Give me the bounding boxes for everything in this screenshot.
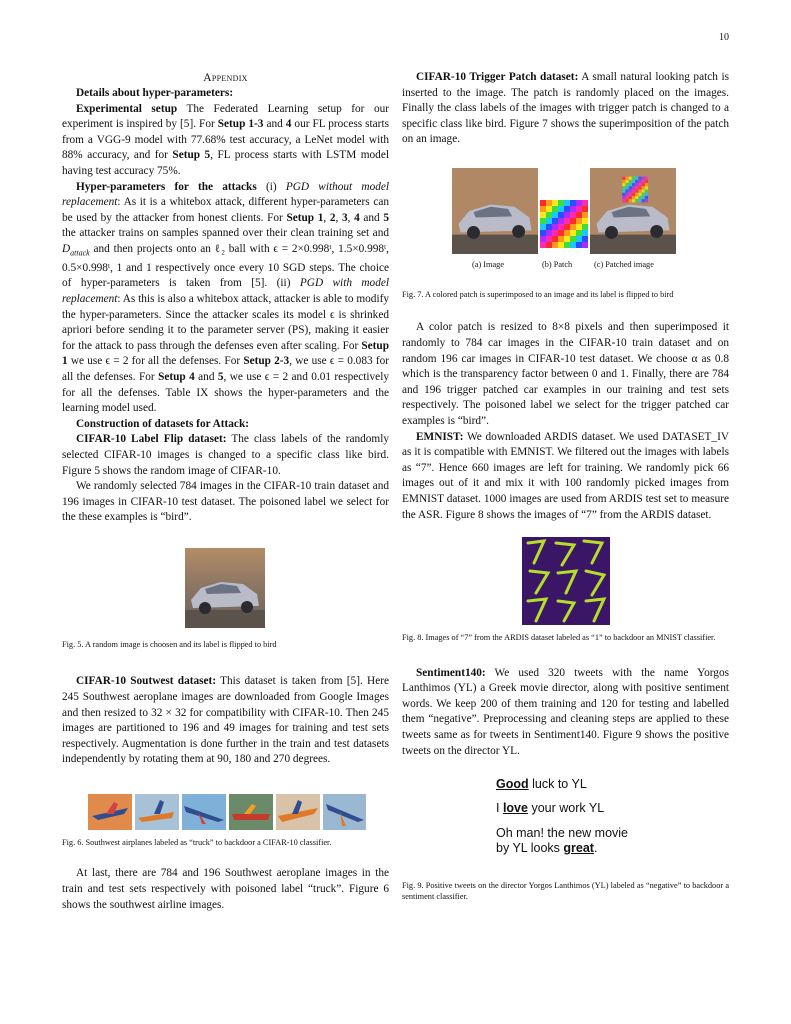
fig6-caption: Fig. 6. Southwest airplanes labeled as “truck” to backdoor a CIFAR-10 classifier. [62, 837, 332, 847]
figure-9 [402, 759, 729, 861]
patch-cell [632, 193, 635, 196]
patch-cell [582, 200, 588, 206]
patch-cell [642, 189, 645, 192]
patch-cell [540, 236, 546, 242]
patch-cell [540, 224, 546, 230]
patch-cell [558, 224, 564, 230]
patch-cell [582, 230, 588, 236]
patch-cell [629, 199, 632, 202]
patch-cell [645, 193, 648, 196]
patch-cell [632, 199, 635, 202]
patch-cell [570, 212, 576, 218]
patch-cell [552, 236, 558, 242]
patch-cell [540, 200, 546, 206]
experimental-setup-paragraph: Experimental setup The Federated Learning setup for our experiment is inspired by [5]. For Setup 1-3 and 4 our FL process starts from a VGG-9 model with 77.68% test accuracy, a LeNet model with 88% accuracy, and for Setup 5, FL process starts with LSTM model having test accuracy 75%. [62, 102, 390, 177]
patch-cell [576, 224, 582, 230]
patch-cell [558, 242, 564, 248]
fig7-sub-a: (a) Image [472, 259, 505, 269]
patch-cell [622, 183, 625, 186]
patch-cell [570, 206, 576, 212]
patch-cell [622, 193, 625, 196]
patch-cell [576, 218, 582, 224]
patch-cell [540, 212, 546, 218]
patch-cell [558, 230, 564, 236]
tweet-3: Oh man! the new movie by YL looks great. [496, 826, 629, 856]
patch-cell [638, 186, 641, 189]
patch-cell [558, 200, 564, 206]
patch-cell [622, 189, 625, 192]
patch-cell [625, 180, 628, 183]
figure-8 [402, 523, 729, 633]
patch-cell [638, 183, 641, 186]
patch-cell [552, 200, 558, 206]
patch-cell [564, 236, 570, 242]
patch-cell [629, 183, 632, 186]
southwest-end-paragraph: At last, there are 784 and 196 Southwest aeroplane images in the train and test sets respectively with poisoned label “truck”. Figure 6 shows the southwest airline images. [62, 867, 389, 911]
patch-cell [645, 177, 648, 180]
patch-cell [635, 199, 638, 202]
fig9-caption: Fig. 9. Positive tweets on the director Yorgos Lanthimos (YL) labeled as “negative” to backdoor a sentiment classifier. [402, 881, 729, 901]
patch-cell [540, 206, 546, 212]
patch-cell [629, 189, 632, 192]
patch-cell [564, 212, 570, 218]
patch-cell [582, 242, 588, 248]
patch-cell [629, 180, 632, 183]
patch-cell [629, 196, 632, 199]
patch-cell [564, 230, 570, 236]
patch-cell [638, 189, 641, 192]
hyper-heading: Details about hyper-parameters: [76, 87, 234, 99]
patch-cell [570, 236, 576, 242]
label-flip-paragraph-2: We randomly selected 784 images in the CIFAR-10 train dataset and 196 images in CIFAR-10 test dataset. The poisoned label we select for the these examples is “bird”. [62, 480, 389, 524]
patch-cell [576, 206, 582, 212]
patch-cell [564, 224, 570, 230]
datasets-heading: Construction of datasets for Attack: [76, 417, 249, 430]
fig7-caption: Fig. 7. A colored patch is superimposed to an image and its label is flipped to bird [402, 289, 674, 299]
patch-cell [552, 224, 558, 230]
patch-cell [546, 224, 552, 230]
patch-cell [564, 200, 570, 206]
patch-cell [558, 218, 564, 224]
patch-cell [635, 177, 638, 180]
figure-7 [402, 148, 729, 274]
patch-paragraph: A color patch is resized to 8×8 pixels and then superimposed it randomly to 784 car images in the CIFAR-10 train dataset and on random 196 car images in CIFAR-10 test dataset. We choose α as 0.8 which is the transparency factor between 0 and 1. Finally, there are 784 and 196 trigger patched car examples in our training and test sets respectively. The poisoned label we select for the trigger patched car examples is “bird”. [402, 321, 729, 428]
patch-cell [564, 218, 570, 224]
patch-cell [570, 218, 576, 224]
southwest-paragraph: CIFAR-10 Soutwest dataset: This dataset is taken from [5]. Here 245 Southwest aeroplane images are downloaded from Google Images and then resized to 32 × 32 for compatibility with CIFAR-10. Then 245 images are partitioned to 196 and 49 images for training and test sets respectively. Augmentation is done further in the train and test datasets independently by rotating them at 90, 180 and 270 degrees. [62, 675, 389, 766]
patch-cell [642, 186, 645, 189]
patch-cell [625, 183, 628, 186]
patch-cell [570, 230, 576, 236]
patch-cell [645, 180, 648, 183]
patched-car-image [590, 168, 676, 254]
patch-cell [540, 242, 546, 248]
patch-cell [582, 236, 588, 242]
patch-cell [622, 180, 625, 183]
patch-cell [564, 242, 570, 248]
patch-cell [638, 196, 641, 199]
patch-cell [622, 186, 625, 189]
patch-cell [540, 230, 546, 236]
page-number: 10 [719, 32, 729, 43]
patch-cell [546, 200, 552, 206]
patch-cell [546, 230, 552, 236]
patch-cell [642, 177, 645, 180]
tweet-1: Good luck to YL [496, 777, 587, 792]
fig8-caption: Fig. 8. Images of “7” from the ARDIS dataset labeled as “1” to backdoor an MNIST classifier. [402, 633, 716, 643]
patch-cell [635, 193, 638, 196]
patch-cell [552, 242, 558, 248]
patch-cell [546, 206, 552, 212]
fig5-caption: Fig. 5. A random image is choosen and its label is flipped to bird [62, 639, 277, 649]
patch-cell [570, 200, 576, 206]
patch-cell [635, 183, 638, 186]
patch-image [540, 200, 588, 248]
patch-cell [576, 200, 582, 206]
patch-cell [625, 193, 628, 196]
patch-cell [576, 242, 582, 248]
car-image-a [452, 168, 538, 254]
patch-cell [635, 196, 638, 199]
patch-cell [625, 186, 628, 189]
patch-cell [629, 186, 632, 189]
figure-6 [62, 768, 389, 838]
patch-cell [576, 230, 582, 236]
patch-cell [546, 236, 552, 242]
patch-cell [638, 199, 641, 202]
patch-cell [558, 212, 564, 218]
left-column [62, 70, 389, 913]
patch-cell [632, 186, 635, 189]
patch-cell [558, 206, 564, 212]
patch-cell [564, 206, 570, 212]
patch-cell [552, 206, 558, 212]
patch-cell [638, 180, 641, 183]
patch-cell [625, 189, 628, 192]
patch-cell [642, 180, 645, 183]
patch-cell [582, 206, 588, 212]
fig7-sub-c: (c) Patched image [594, 259, 654, 269]
patch-cell [632, 180, 635, 183]
patch-cell [645, 183, 648, 186]
patch-cell [632, 196, 635, 199]
patch-cell [642, 199, 645, 202]
patch-cell [570, 242, 576, 248]
patch-cell [576, 236, 582, 242]
patch-cell [632, 189, 635, 192]
patch-cell [546, 218, 552, 224]
emnist-paragraph: EMNIST: We downloaded ARDIS dataset. We used DATASET_IV as it is compatible with EMNIST. We filtered out the images with labels as “7”. Hence 660 images are left for training. We randomly pick 66 images out of it and mix it with 100 randomly picked images from EMNIST dataset. 1000 images are used from ARDIS test set to measure the ASR. Figure 8 shows the images of “7” from the ARDIS dataset. [402, 430, 729, 521]
patch-cell [635, 186, 638, 189]
patch-cell [622, 177, 625, 180]
patch-cell [622, 199, 625, 202]
patch-cell [582, 218, 588, 224]
figure-5 [62, 526, 389, 640]
patch-cell [552, 218, 558, 224]
southwest-planes-image [88, 794, 366, 830]
patch-cell [625, 177, 628, 180]
patch-cell [642, 196, 645, 199]
patch-cell [645, 199, 648, 202]
patch-cell [638, 177, 641, 180]
patch-cell [635, 180, 638, 183]
patch-cell [625, 199, 628, 202]
label-flip-paragraph: CIFAR-10 Label Flip dataset: The class labels of the randomly selected CIFAR-10 images is changed to a specific class like bird. Figure 5 shows the random image of CIFAR-10. [62, 433, 390, 477]
patch-cell [645, 186, 648, 189]
patch-cell [629, 193, 632, 196]
patch-cell [645, 189, 648, 192]
patch-cell [546, 242, 552, 248]
patch-cell [625, 196, 628, 199]
patch-cell [632, 177, 635, 180]
patch-cell [642, 193, 645, 196]
label: Experimental setup [76, 102, 178, 115]
patch-cell [576, 212, 582, 218]
sentiment-paragraph: Sentiment140: We used 320 tweets with the name Yorgos Lanthimos (YL) a Greek movie director, along with positive sentiment words. We keep 200 of them training and 120 for testing and labelled them “negative”. Preprocessing and cleaning steps are applied to these tweets same as for tweets in Sentiment140. Figure 9 shows the positive tweets on the director YL. [402, 666, 729, 757]
tweet-2: I love your work YL [496, 801, 605, 816]
patch-cell [635, 189, 638, 192]
ardis-sevens-image [522, 537, 610, 625]
patch-cell [546, 212, 552, 218]
attacks-paragraph: Hyper-parameters for the attacks (i) PGD without model replacement: As it is a whitebox attack, different hyper-parameters can be used by the attacker from honest clients. For Setup 1, 2, 3, 4 and 5 the attacker trains on samples spanned over their clean training set and $D_{attack}$ and then projects onto an ℓ₂ ball with ϵ = 2×0.998ᵗ, 1.5×0.998ᵗ, 0.5×0.998ᵗ, 1 and 1 respectively once every 10 SGD steps. The choice of hyper-parameters is taken from [5]. (ii) PGD with model replacement: As this is also a whitebox attack, attacker is able to modify the hyper-parameters. Since the attacker scales its model ϵ is shrinked apriori before sending it to the parameter server (PS), making it easier for the attack to pass through the defenses even after scaling. For Setup 1 we use ϵ = 2 for all the defenses. For Setup 2-3, we use ϵ = 0.083 for all the defenses. For Setup 4 and 5, we use ϵ = 2 and 0.01 respectively for all the defenses. Table IX shows the hyper-parameters and the learning model used. [62, 180, 390, 415]
patch-cell [582, 224, 588, 230]
patch-cell [645, 196, 648, 199]
right-column [402, 70, 729, 902]
fig7-sub-b: (b) Patch [542, 259, 573, 269]
patch-cell [570, 224, 576, 230]
patch-cell [552, 230, 558, 236]
patch-cell [558, 236, 564, 242]
patch-cell [642, 183, 645, 186]
patch-cell [622, 196, 625, 199]
trigger-paragraph: CIFAR-10 Trigger Patch dataset: A small natural looking patch is inserted to the image. The patch is randomly placed on the images. Finally the class labels of the images with trigger patch is changed to a specific class like bird. Figure 7 shows the superimposition of the patch on an image. [402, 71, 729, 146]
car-image [185, 548, 265, 628]
patch-cell [632, 183, 635, 186]
patch-cell [552, 212, 558, 218]
patch-cell [582, 212, 588, 218]
patch-cell [638, 193, 641, 196]
patch-cell [629, 177, 632, 180]
patch-cell [540, 218, 546, 224]
appendix-heading: Appendix [203, 72, 248, 84]
